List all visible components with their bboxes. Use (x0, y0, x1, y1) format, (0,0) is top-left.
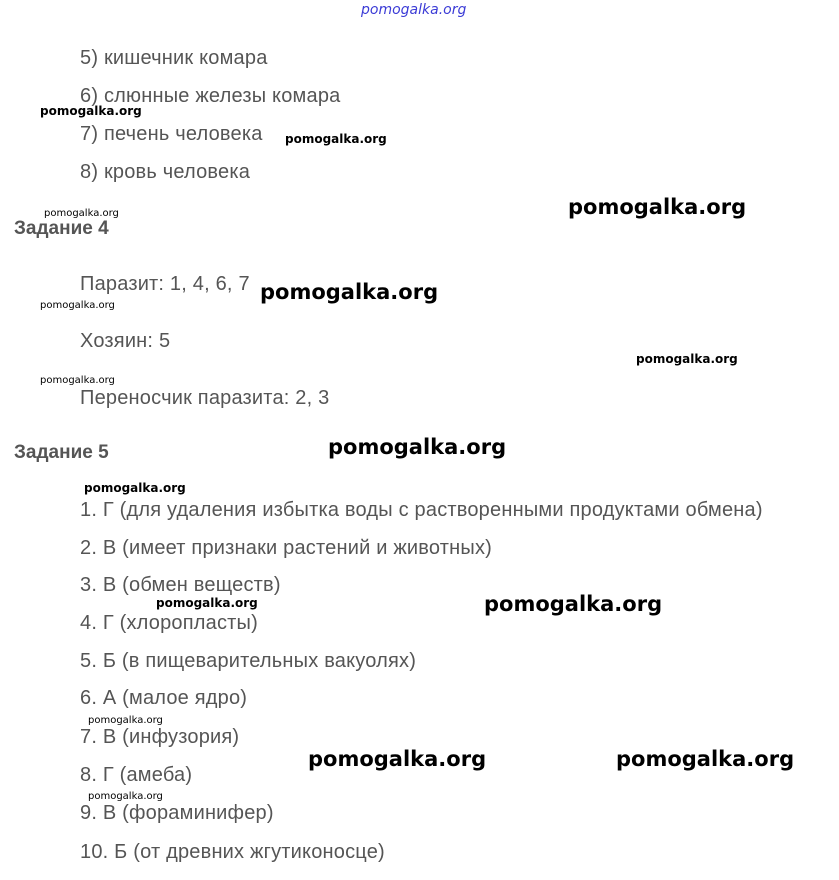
watermark: pomogalka.org (88, 791, 163, 802)
watermark-top: pomogalka.org (361, 2, 467, 18)
task5-item: 8. Г (амеба) (80, 764, 193, 786)
task5-item: 3. В (обмен веществ) (80, 574, 281, 596)
task5-item: 9. В (фораминифер) (80, 802, 274, 824)
watermark: pomogalka.org (260, 280, 439, 304)
watermark: pomogalka.org (285, 132, 387, 146)
task5-heading: Задание 5 (14, 442, 109, 463)
task5-item: 2. В (имеет признаки растений и животных) (80, 537, 493, 559)
task4-line-vector: Переносчик паразита: 2, 3 (80, 387, 330, 409)
watermark: pomogalka.org (568, 195, 747, 219)
task5-item: 6. А (малое ядро) (80, 687, 248, 709)
list-item: 6) слюнные железы комара (80, 85, 341, 107)
task4-heading: Задание 4 (14, 218, 109, 239)
watermark: pomogalka.org (308, 747, 487, 771)
list-item: 7) печень человека (80, 123, 263, 145)
watermark: pomogalka.org (40, 375, 115, 386)
task4-line-host: Хозяин: 5 (80, 330, 171, 352)
watermark: pomogalka.org (636, 352, 738, 366)
watermark: pomogalka.org (88, 715, 163, 726)
list-item: 5) кишечник комара (80, 47, 268, 69)
task5-item: 4. Г (хлоропласты) (80, 612, 258, 634)
task5-item: 7. В (инфузория) (80, 726, 240, 748)
task5-item: 1. Г (для удаления избытка воды с растворенными продуктами обмена) (80, 499, 763, 521)
watermark: pomogalka.org (156, 596, 258, 610)
watermark: pomogalka.org (328, 435, 507, 459)
task5-item: 10. Б (от древних жгутиконосце) (80, 841, 385, 863)
watermark: pomogalka.org (44, 208, 119, 219)
watermark: pomogalka.org (84, 481, 186, 495)
task5-item: 5. Б (в пищеварительных вакуолях) (80, 650, 417, 672)
task4-line-parasite: Паразит: 1, 4, 6, 7 (80, 273, 250, 295)
watermark: pomogalka.org (616, 747, 795, 771)
watermark: pomogalka.org (40, 300, 115, 311)
watermark: pomogalka.org (40, 104, 142, 118)
watermark: pomogalka.org (484, 592, 663, 616)
list-item: 8) кровь человека (80, 161, 251, 183)
